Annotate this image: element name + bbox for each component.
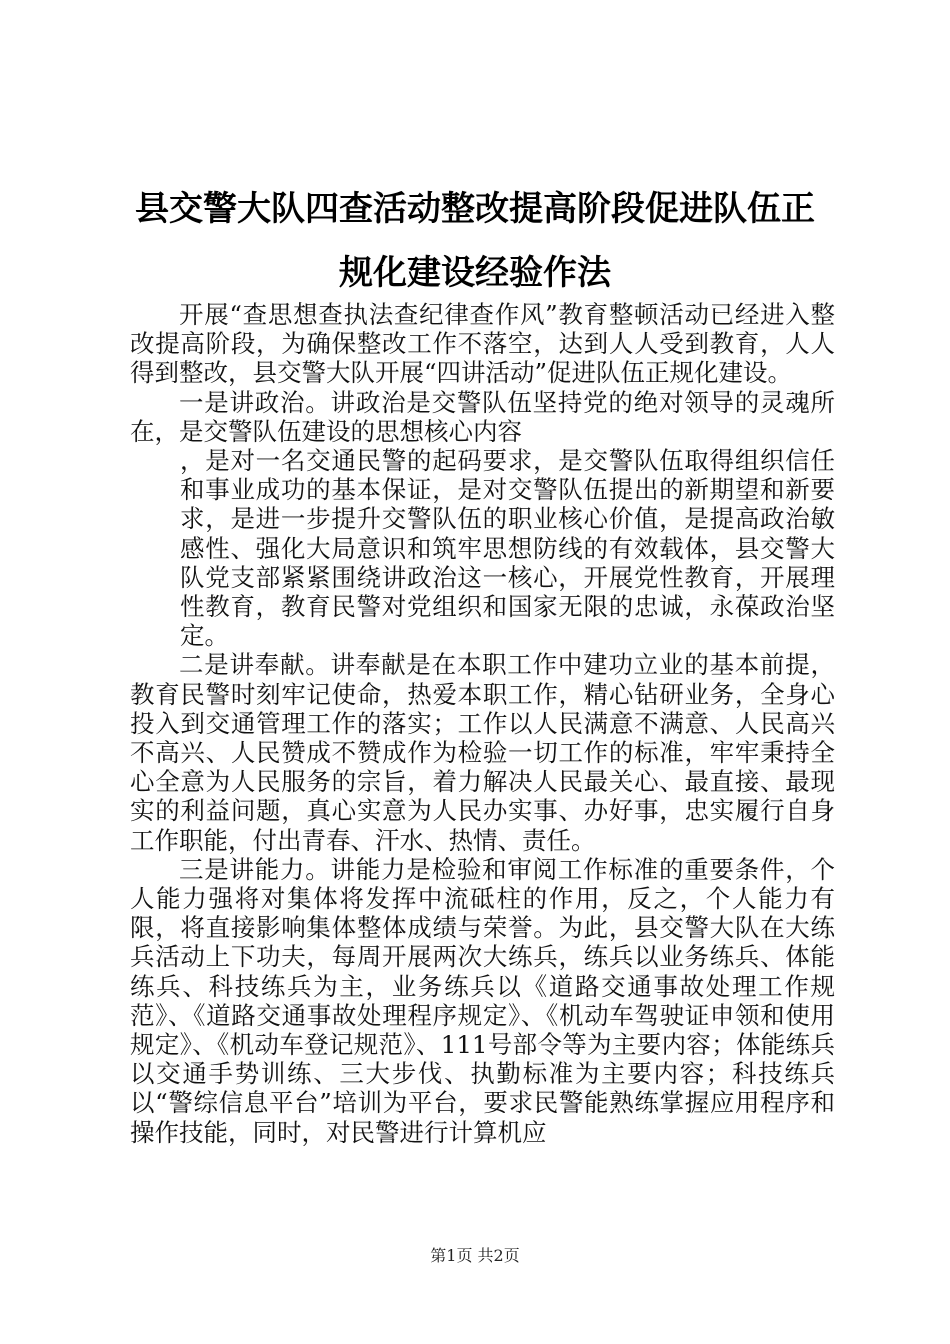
paragraph-politics-continued: ，是对一名交通民警的起码要求，是交警队伍取得组织信任和事业成功的基本保证，是对交警队伍提出的新期望和新要求，是进一步提升交警队伍的职业核心价值，是提高政治敏感性、强化大局意识和筑牢思想防线的有效载体，县交警大队党支部紧紧围绕讲政治这一核心，开展党性教育，开展理性教育，教育民警对党组织和国家无限的忠诚，永葆政治坚定。 <box>180 446 835 651</box>
page-number-footer: 第1页 共2页 <box>430 1246 520 1265</box>
document-title-line-1: 县交警大队四查活动整改提高阶段促进队伍正 <box>135 189 815 229</box>
paragraph-intro: 开展“查思想查执法查纪律查作风”教育整顿活动已经进入整改提高阶段，为确保整改工作不落空，达到人人受到教育，人人得到整改，县交警大队开展“四讲活动”促进队伍正规化建设。 <box>130 300 835 388</box>
paragraph-dedication: 二是讲奉献。讲奉献是在本职工作中建功立业的基本前提，教育民警时刻牢记使命，热爱本职工作，精心钻研业务，全身心投入到交通管理工作的落实；工作以人民满意不满意、人民高兴不高兴、人民赞成不赞成作为检验一切工作的标准，牢牢秉持全心全意为人民服务的宗旨，着力解决人民最关心、最直接、最现实的利益问题，真心实意为人民办实事、办好事，忠实履行自身工作职能，付出青春、汗水、热情、责任。 <box>130 650 835 855</box>
paragraph-ability: 三是讲能力。讲能力是检验和审阅工作标准的重要条件，个人能力强将对集体将发挥中流砥柱的作用，反之，个人能力有限，将直接影响集体整体成绩与荣誉。为此，县交警大队在大练兵活动上下功夫，每周开展两次大练兵，练兵以业务练兵、体能练兵、科技练兵为主，业务练兵以《道路交通事故处理工作规范》、《道路交通事故处理程序规定》、《机动车驾驶证申领和使用规定》、《机动车登记规范》、111号部令等为主要内容；体能练兵以交通手势训练、三大步伐、执勤标准为主要内容；科技练兵以“警综信息平台”培训为平台，要求民警能熟练掌握应用程序和操作技能，同时，对民警进行计算机应 <box>130 854 835 1147</box>
document-body <box>130 300 835 1147</box>
paragraph-politics: 一是讲政治。讲政治是交警队伍坚持党的绝对领导的灵魂所在，是交警队伍建设的思想核心内容 <box>130 387 835 446</box>
document-title-line-2: 规化建设经验作法 <box>339 253 611 293</box>
